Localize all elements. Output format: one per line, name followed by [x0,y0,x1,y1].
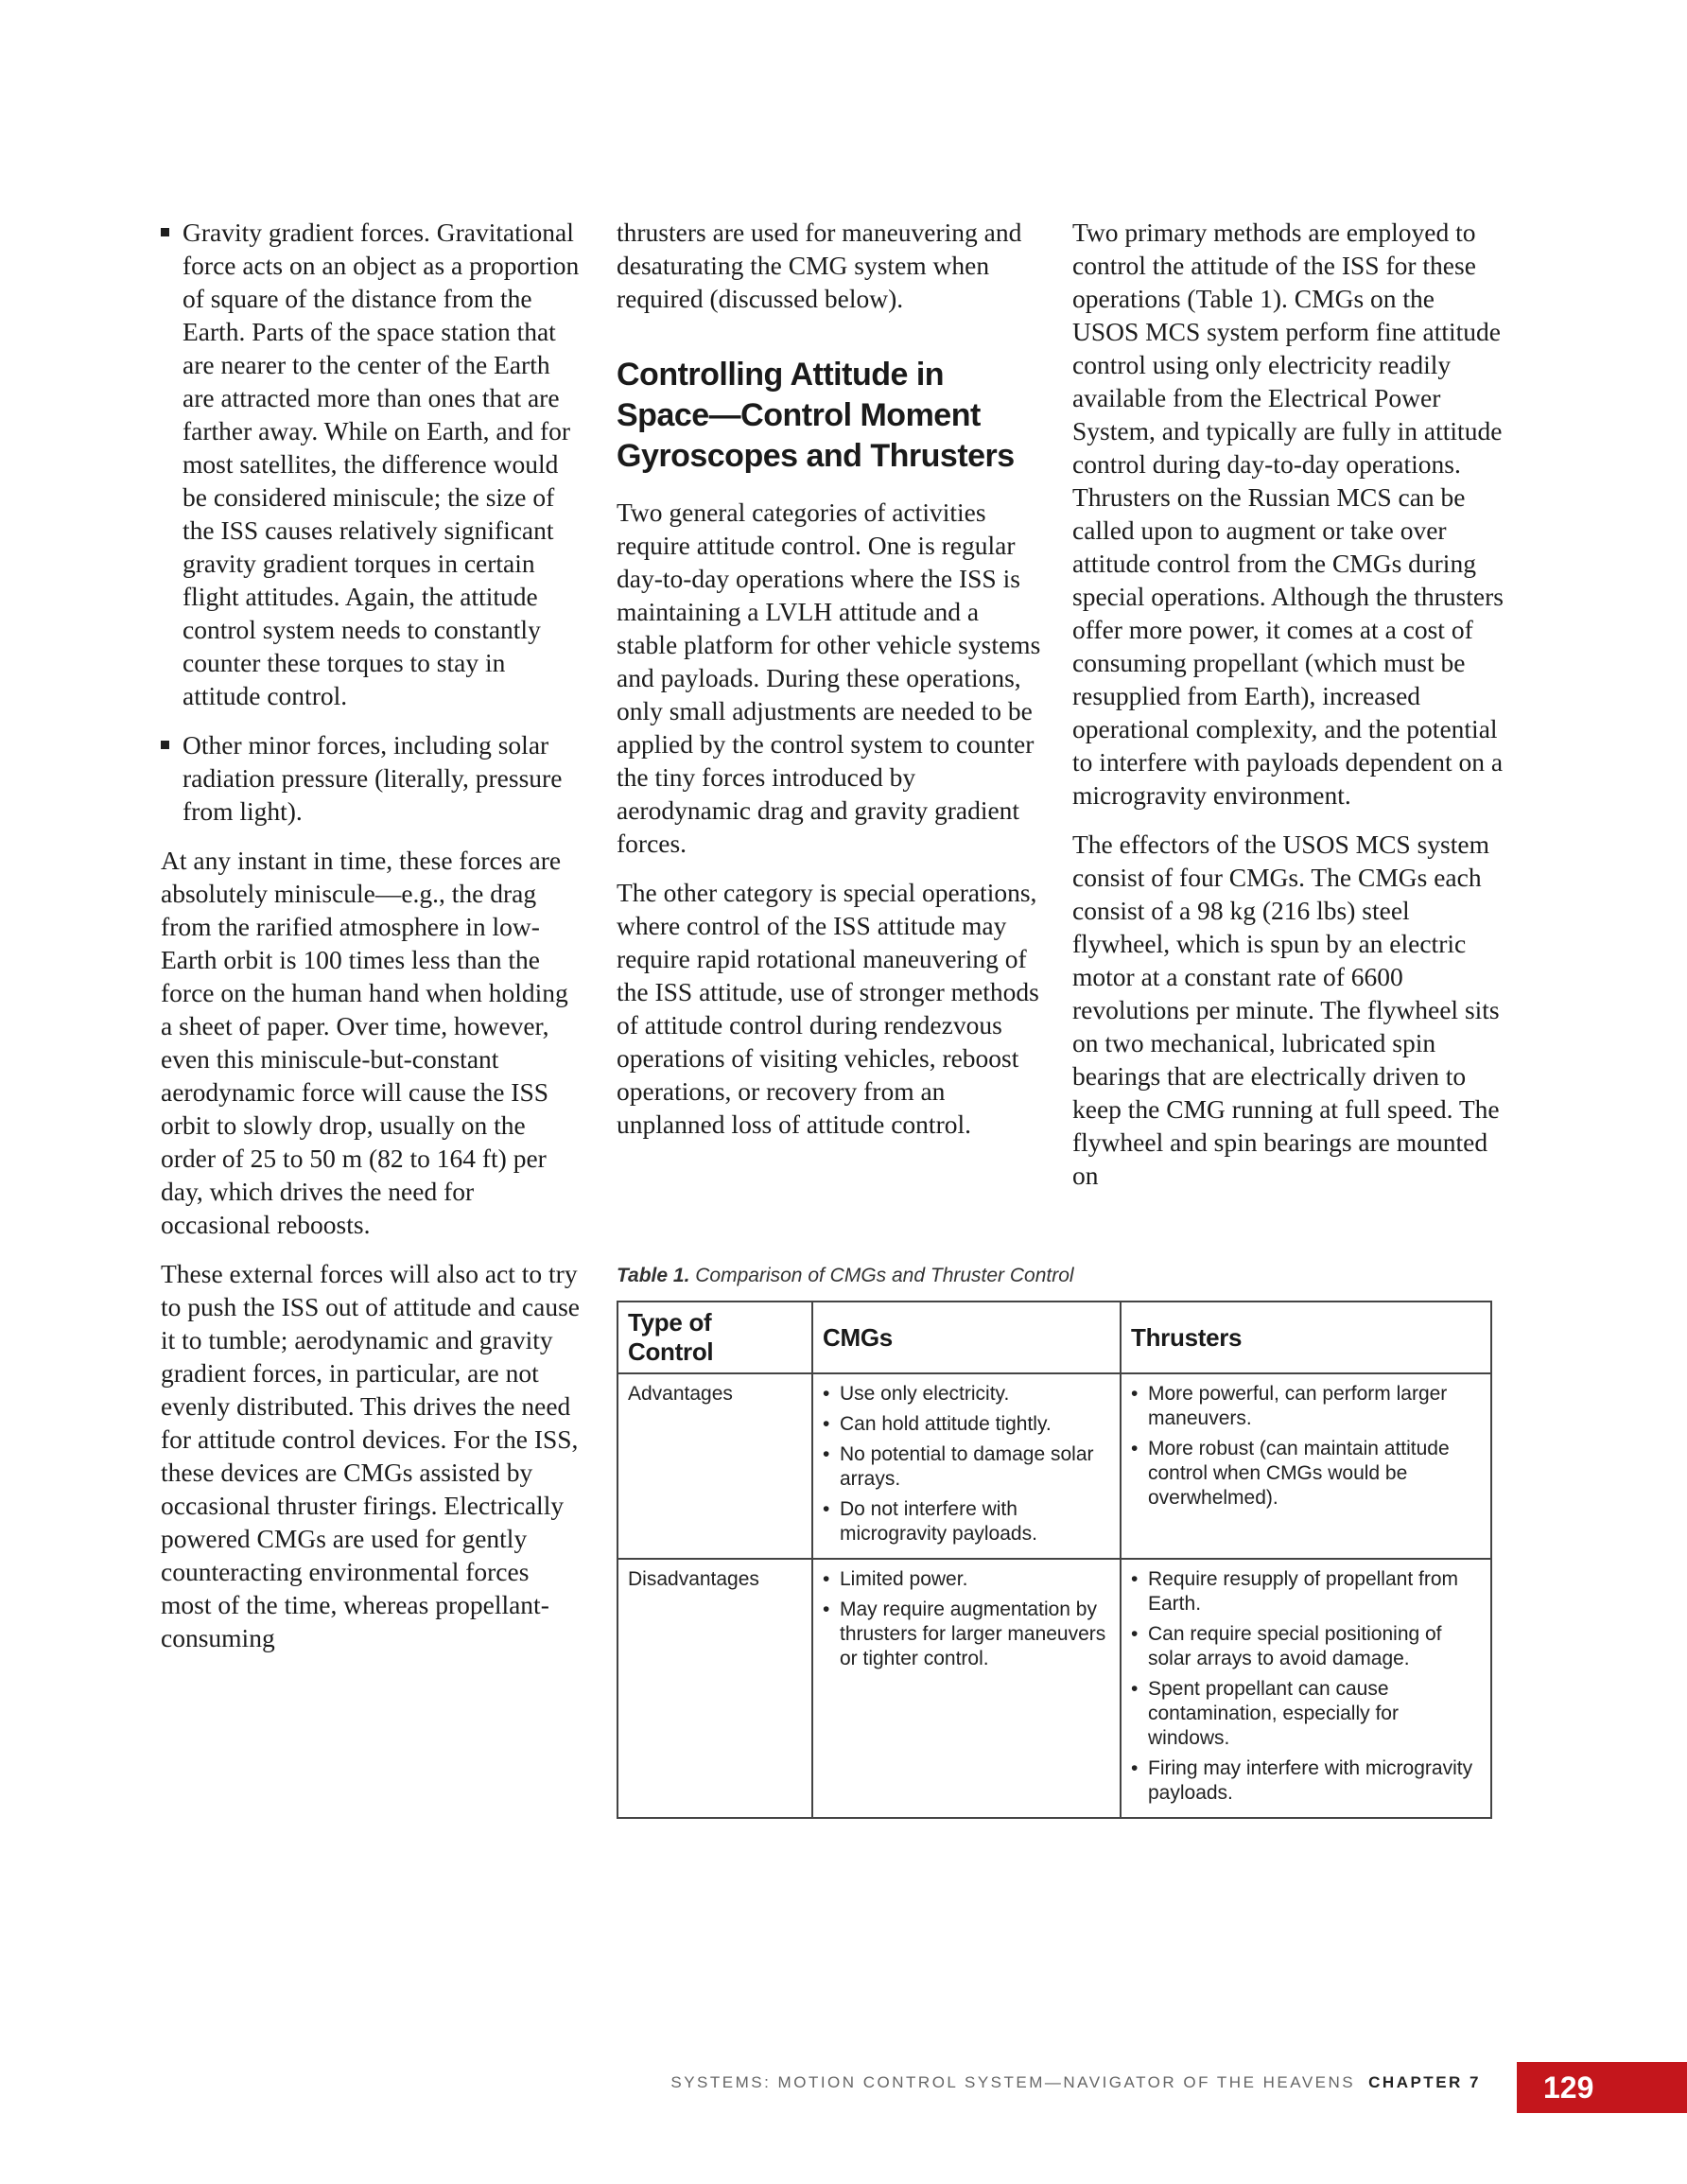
chapter-label: CHAPTER 7 [1368,2073,1481,2091]
cell-text: Can require special positioning of solar arrays to avoid damage. [1148,1623,1442,1669]
table-cell [812,1559,1121,1818]
running-title: SYSTEMS: MOTION CONTROL SYSTEM—NAVIGATOR OF THE HEAVENS [670,2073,1356,2091]
cell-text: Use only electricity. [840,1383,1010,1405]
page-footer [0,2062,1687,2104]
table-row [617,1373,1491,1559]
bullet-dot-icon: • [1131,1383,1139,1405]
list-item [823,1567,1110,1592]
page-number: 129 [1517,2062,1687,2113]
paragraph: At any instant in time, these forces are absolutely miniscule—e.g., the drag from the rarified atmosphere in low-Earth orbit is 100 times less than the force on the human hand when holding a sheet of paper. Over time, however, even this miniscule-but-constant aerodynamic force will cause the ISS orbit to slowly drop, usually on the order of 25 to 50 m (82 to 164 ft) per day, which drives the need for occasional reboosts. [161,846,568,1239]
table-cell [812,1373,1121,1559]
cell-text: No potential to damage solar arrays. [840,1443,1094,1490]
cell-bullet-list [1131,1567,1481,1806]
cell-text: Can hold attitude tightly. [840,1413,1052,1435]
bullet-dot-icon: • [1131,1438,1139,1459]
cell-text: Limited power. [840,1568,968,1590]
cell-bullet-list [1131,1382,1481,1511]
list-item [1131,1437,1481,1511]
list-item [823,1382,1110,1406]
cell-text: Require resupply of propellant from Earth. [1148,1568,1459,1615]
list-item [1131,1756,1481,1806]
paragraph: Two primary methods are employed to control the attitude of the ISS for these operations (Table 1). CMGs on the USOS MCS system perform fine attitude control using only electricity readily available from the Electrical Power System, and typically are fully in attitude control during day-to-day operations. Thrusters on the Russian MCS can be called upon to augment or take over attitude control from the CMGs during special operations. Although the thrusters offer more power, it comes at a cost of consuming propellant (which must be resupplied from Earth), increased operational complexity, and the potential to interfere with payloads dependent on a microgravity environment. [1072,218,1504,810]
list-item [1131,1677,1481,1751]
cell-text: Spent propellant can cause contamination, especially for windows. [1148,1678,1399,1749]
bullet-text: Other minor forces, including solar radiation pressure (literally, pressure from light). [183,730,563,826]
bullet-dot-icon: • [823,1413,830,1435]
bullet-dot-icon: • [1131,1568,1139,1590]
table-caption-text: Comparison of CMGs and Thruster Control [695,1265,1074,1286]
cell-text: More robust (can maintain attitude control when CMGs would be overwhelmed). [1148,1438,1450,1509]
list-item [823,1412,1110,1437]
list-item [823,1598,1110,1671]
section-heading: Controlling Attitude in Space—Control Moment Gyroscopes and Thrusters [617,357,1015,474]
bullet-dot-icon: • [823,1599,830,1620]
paragraph: The effectors of the USOS MCS system consist of four CMGs. The CMGs each consist of a 98 kg (216 lbs) steel flywheel, which is spun by an electric motor at a constant rate of 6600 revolutions per minute. The flywheel sits on two mechanical, lubricated spin bearings that are electrically driven to keep the CMG running at full speed. The flywheel and spin bearings are mounted on [1072,830,1500,1190]
bullet-dot-icon: • [1131,1623,1139,1645]
table-caption-label: Table 1. [617,1265,690,1286]
table-cell [1121,1373,1491,1559]
cell-text: More powerful, can perform larger maneuvers. [1148,1383,1448,1429]
paragraph: These external forces will also act to try to push the ISS out of attitude and cause it to tumble; aerodynamic and gravity gradient forces, in particular, are not evenly distributed. This drives the need for attitude control devices. For the ISS, these devices are CMGs assisted by occasional thruster firings. Electrically powered CMGs are used for gently counteracting environmental forces most of the time, whereas propellant-consuming [161,1259,580,1652]
cell-bullet-list [823,1567,1110,1671]
bullet-dot-icon: • [1131,1678,1139,1700]
table-row [617,1559,1491,1818]
bullet-list [161,216,584,828]
left-column [161,216,584,1670]
bullet-dot-icon: • [823,1568,830,1590]
square-bullet-icon [161,741,169,749]
paragraph: The other category is special operations, where control of the ISS attitude may require rapid rotational maneuvering of the ISS attitude, use of stronger methods of attitude control during rendezvous operations of visiting vehicles, reboost operations, or recovery from an unplanned loss of attitude control. [617,878,1039,1139]
bullet-text: Gravity gradient forces. Gravitational force acts on an object as a proportion of square of the distance from the Earth. Parts of the space station that are nearer to the center of the Earth are attracted more than ones that are farther away. While on Earth, and for most satellites, the difference would be considered miniscule; the size of the ISS causes relatively significant gravity gradient torques in certain flight attitudes. Again, the attitude control system needs to constantly counter these torques to stay in attitude control. [183,218,580,710]
column-header: Type of Control [617,1302,812,1373]
row-label: Advantages [617,1373,812,1559]
bullet-dot-icon: • [823,1383,830,1405]
table-caption [617,1265,1492,1287]
list-item [1131,1567,1481,1616]
comparison-table-block [617,1265,1492,1819]
paragraph: Two general categories of activities require attitude control. One is regular day-to-day operations where the ISS is maintaining a LVLH attitude and a stable platform for other vehicle systems and payloads. During these operations, only small adjustments are needed to be applied by the control system to counter the tiny forces introduced by aerodynamic drag and gravity gradient forces. [617,498,1041,858]
paragraph: thrusters are used for maneuvering and desaturating the CMG system when required (discussed below). [617,218,1022,313]
list-item [1131,1622,1481,1671]
list-item [161,728,584,828]
table-cell [1121,1559,1491,1818]
list-item [823,1442,1110,1492]
column-header: CMGs [812,1302,1121,1373]
list-item [1131,1382,1481,1431]
table-header-row [617,1302,1491,1373]
list-item [161,216,584,712]
row-label: Disadvantages [617,1559,812,1818]
running-footer [670,2073,1481,2092]
table-body [617,1373,1491,1818]
bullet-dot-icon: • [823,1498,830,1520]
bullet-dot-icon: • [1131,1757,1139,1779]
bullet-dot-icon: • [823,1443,830,1465]
middle-column [617,216,1044,1157]
comparison-table [617,1301,1492,1819]
cell-bullet-list [823,1382,1110,1546]
list-item [823,1497,1110,1546]
cell-text: Firing may interfere with microgravity payloads. [1148,1757,1473,1804]
right-column [1072,216,1507,1208]
cell-text: Do not interfere with microgravity payloads. [840,1498,1037,1545]
cell-text: May require augmentation by thrusters for larger maneuvers or tighter control. [840,1599,1106,1669]
column-header: Thrusters [1121,1302,1491,1373]
square-bullet-icon [161,228,169,236]
